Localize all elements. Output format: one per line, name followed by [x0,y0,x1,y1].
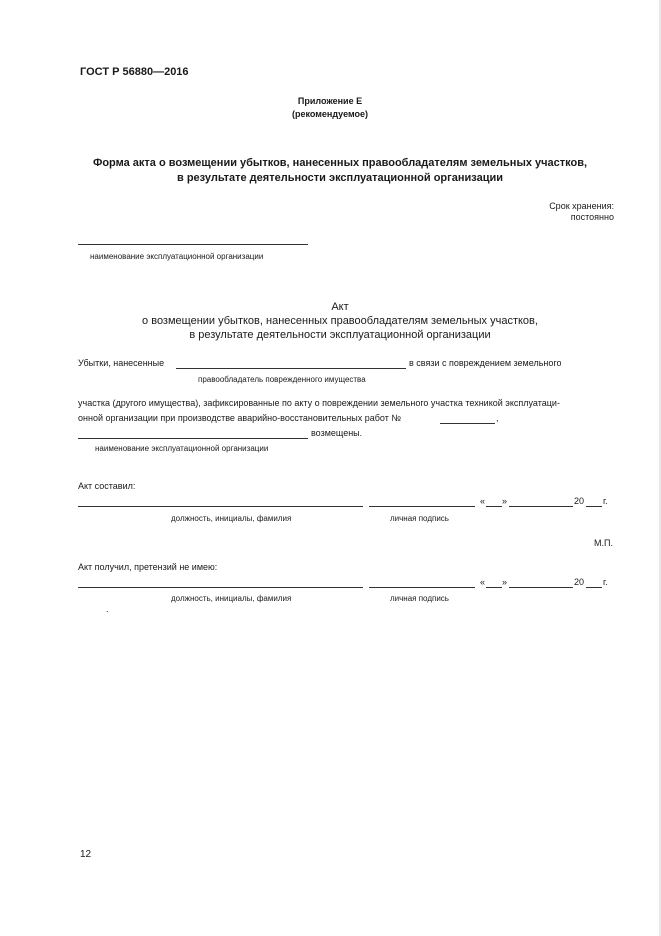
received-by-label: Акт получил, претензий не имею: [78,562,218,572]
received-by-position-field[interactable] [78,587,363,588]
date-open-quote: « [480,496,486,506]
position-caption: должность, инициалы, фамилия [171,594,292,603]
signature-caption: личная подпись [390,514,449,523]
compensated-label: возмещены. [311,428,363,438]
losses-suffix: в связи с повреждением земельного [409,358,562,368]
signature-caption: личная подпись [390,594,449,603]
compiled-month-field[interactable] [509,506,573,507]
compiled-by-label: Акт составил: [78,481,136,491]
stray-mark: . [106,604,109,614]
date-open-quote: « [480,577,486,587]
received-year-field[interactable] [586,587,602,588]
received-month-field[interactable] [509,587,573,588]
compiled-by-signature-field[interactable] [369,506,475,507]
act-subtitle-line2: в результате деятельности эксплуатационной организации [189,329,491,341]
standard-code: ГОСТ Р 56880—2016 [80,66,189,78]
owner-caption: правообладатель поврежденного имущества [198,375,366,384]
losses-prefix: Убытки, нанесенные [78,358,165,368]
year-prefix: 20 [574,496,585,506]
page-number: 12 [80,849,92,860]
date-close-quote: » [502,577,508,587]
appendix-title: Приложение Е [297,96,363,106]
form-title-line2: в результате деятельности эксплуатационной организации [177,172,503,184]
paragraph-line1: участка (другого имущества), зафиксированные по акту о повреждении земельного участка техникой эксплуатаци- [78,398,560,408]
form-title-line1: Форма акта о возмещении убытков, нанесенных правообладателям земельных участков, [92,157,588,169]
received-day-field[interactable] [486,587,502,588]
seal-mark: М.П. [594,538,613,548]
paragraph-line2: онной организации при производстве аварийно-восстановительных работ № [78,413,401,423]
works-number-field[interactable] [440,423,495,424]
received-by-signature-field[interactable] [369,587,475,588]
act-subtitle-line1: о возмещении убытков, нанесенных правообладателям земельных участков, [142,315,538,327]
year-suffix: г. [603,577,608,587]
storage-value: постоянно [570,212,614,222]
organization-caption: наименование эксплуатационной организации [90,252,264,261]
act-title: Акт [331,301,349,313]
compiled-day-field[interactable] [486,506,502,507]
compensating-org-caption: наименование эксплуатационной организации [95,444,269,453]
compensating-org-field[interactable] [78,438,308,439]
paragraph-line2-comma: , [496,413,499,423]
organization-name-field[interactable] [78,244,308,245]
position-caption: должность, инициалы, фамилия [171,514,292,523]
compiled-year-field[interactable] [586,506,602,507]
storage-label: Срок хранения: [549,201,614,211]
compiled-by-position-field[interactable] [78,506,363,507]
appendix-subtitle: (рекомендуемое) [292,109,368,119]
owner-field[interactable] [176,368,406,369]
year-suffix: г. [603,496,608,506]
year-prefix: 20 [574,577,585,587]
date-close-quote: » [502,496,508,506]
